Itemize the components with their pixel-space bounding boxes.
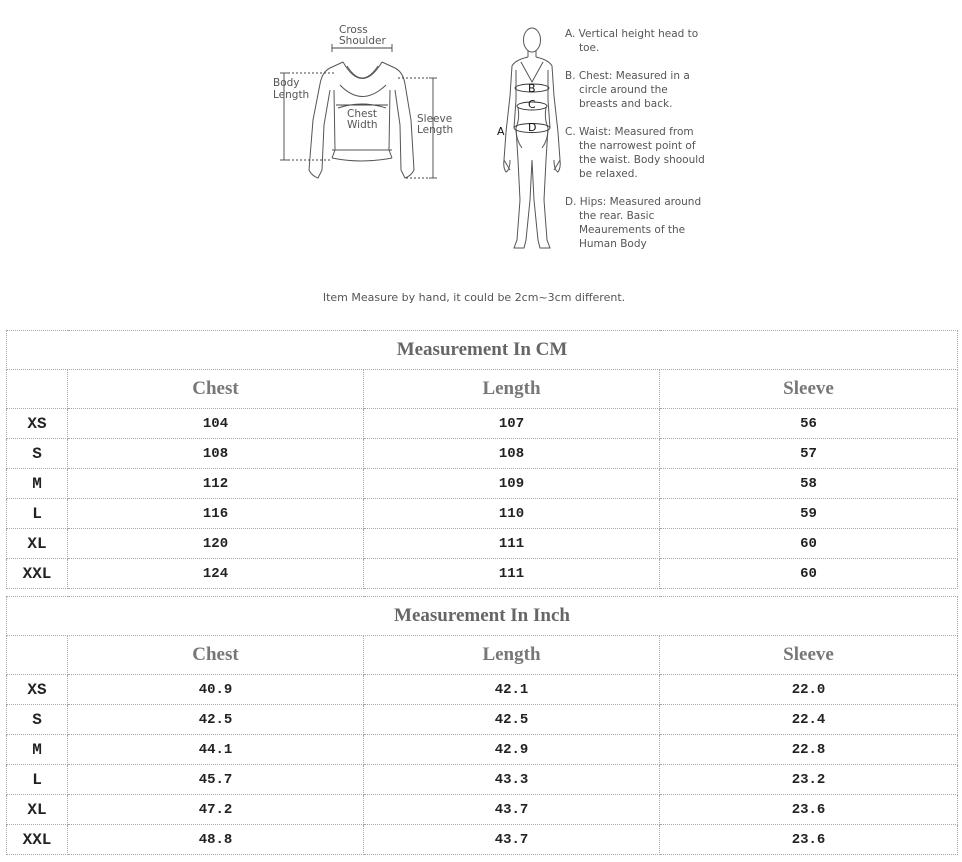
cross-shoulder-label-line2: Shoulder [339, 35, 386, 47]
length-value: 42.5 [364, 705, 660, 735]
chest-value: 104 [68, 409, 364, 439]
table-row [7, 469, 958, 499]
table-title-row [7, 597, 958, 636]
size-label: L [7, 765, 68, 795]
table-row [7, 825, 958, 855]
table-row [7, 795, 958, 825]
table-row [7, 735, 958, 765]
table-row [7, 439, 958, 469]
length-value: 111 [364, 529, 660, 559]
table-row [7, 765, 958, 795]
table-title-row [7, 331, 958, 370]
sleeve-length-label-line2: Length [417, 124, 454, 136]
length-value: 42.1 [364, 675, 660, 705]
column-header-sleeve: Sleeve [660, 370, 958, 409]
chest-value: 48.8 [68, 825, 364, 855]
sleeve-length-label-line1: Sleeve [417, 113, 453, 125]
body-letter-d: D [528, 121, 537, 134]
size-label: L [7, 499, 68, 529]
chest-value: 108 [68, 439, 364, 469]
measurement-illustration [0, 0, 962, 320]
size-label: XL [7, 795, 68, 825]
legend-item-chest: B. Chest: Measured in a circle around the breasts and back. [565, 70, 690, 110]
body-length-label-line1: Body [273, 77, 300, 89]
body-length-label-line2: Length [273, 89, 310, 101]
sleeve-value: 60 [660, 529, 958, 559]
table-row [7, 559, 958, 589]
chest-value: 45.7 [68, 765, 364, 795]
table-row [7, 529, 958, 559]
body-letter-b: B [528, 82, 536, 95]
length-value: 108 [364, 439, 660, 469]
column-header-chest: Chest [68, 370, 364, 409]
sleeve-value: 59 [660, 499, 958, 529]
sleeve-value: 22.8 [660, 735, 958, 765]
length-value: 43.7 [364, 795, 660, 825]
table-row [7, 499, 958, 529]
measure-note: Item Measure by hand, it could be 2cm~3cm different. [322, 291, 626, 304]
body-letter-c: C [528, 98, 536, 111]
column-header-length: Length [364, 370, 660, 409]
length-value: 42.9 [364, 735, 660, 765]
length-value: 43.7 [364, 825, 660, 855]
table-corner-cell [7, 636, 68, 675]
measurement-table-inch [6, 596, 958, 855]
body-letter-a: A [497, 125, 505, 138]
column-header-length: Length [364, 636, 660, 675]
chest-value: 40.9 [68, 675, 364, 705]
size-label: XS [7, 409, 68, 439]
table-title: Measurement In CM [7, 331, 958, 370]
chest-value: 120 [68, 529, 364, 559]
table-row [7, 675, 958, 705]
table-header-row [7, 636, 958, 675]
body-figure [504, 28, 561, 248]
table-row [7, 705, 958, 735]
sleeve-value: 23.6 [660, 795, 958, 825]
sleeve-value: 57 [660, 439, 958, 469]
length-value: 111 [364, 559, 660, 589]
length-value: 43.3 [364, 765, 660, 795]
chest-value: 47.2 [68, 795, 364, 825]
table-corner-cell [7, 370, 68, 409]
sleeve-value: 22.0 [660, 675, 958, 705]
size-label: S [7, 439, 68, 469]
chest-width-label-line1: Chest [347, 108, 378, 120]
table-header-row [7, 370, 958, 409]
column-header-chest: Chest [68, 636, 364, 675]
size-label: XXL [7, 559, 68, 589]
chest-value: 116 [68, 499, 364, 529]
table-row [7, 409, 958, 439]
cross-shoulder-label-line1: Cross [339, 24, 368, 36]
chest-value: 44.1 [68, 735, 364, 765]
legend-item-height: A. Vertical height head to toe. [565, 28, 699, 54]
measurement-table-cm [6, 330, 958, 589]
legend-item-waist: C. Waist: Measured from the narrowest point of the waist. Body shoould be relaxed. [565, 126, 705, 180]
chest-value: 112 [68, 469, 364, 499]
length-value: 107 [364, 409, 660, 439]
sleeve-value: 60 [660, 559, 958, 589]
sleeve-value: 22.4 [660, 705, 958, 735]
size-label: M [7, 469, 68, 499]
sleeve-value: 56 [660, 409, 958, 439]
size-label: XS [7, 675, 68, 705]
chest-width-label-line2: Width [347, 119, 378, 131]
length-value: 109 [364, 469, 660, 499]
table-title: Measurement In Inch [7, 597, 958, 636]
size-label: XXL [7, 825, 68, 855]
body-measure-legend [565, 27, 705, 265]
size-label: XL [7, 529, 68, 559]
measurement-diagram-svg [0, 0, 962, 320]
length-value: 110 [364, 499, 660, 529]
sleeve-value: 23.6 [660, 825, 958, 855]
size-label: S [7, 705, 68, 735]
sleeve-value: 23.2 [660, 765, 958, 795]
column-header-sleeve: Sleeve [660, 636, 958, 675]
chest-value: 42.5 [68, 705, 364, 735]
legend-item-hips: D. Hips: Measured around the rear. Basic Meaurements of the Human Body [565, 196, 702, 250]
size-label: M [7, 735, 68, 765]
sleeve-value: 58 [660, 469, 958, 499]
chest-value: 124 [68, 559, 364, 589]
